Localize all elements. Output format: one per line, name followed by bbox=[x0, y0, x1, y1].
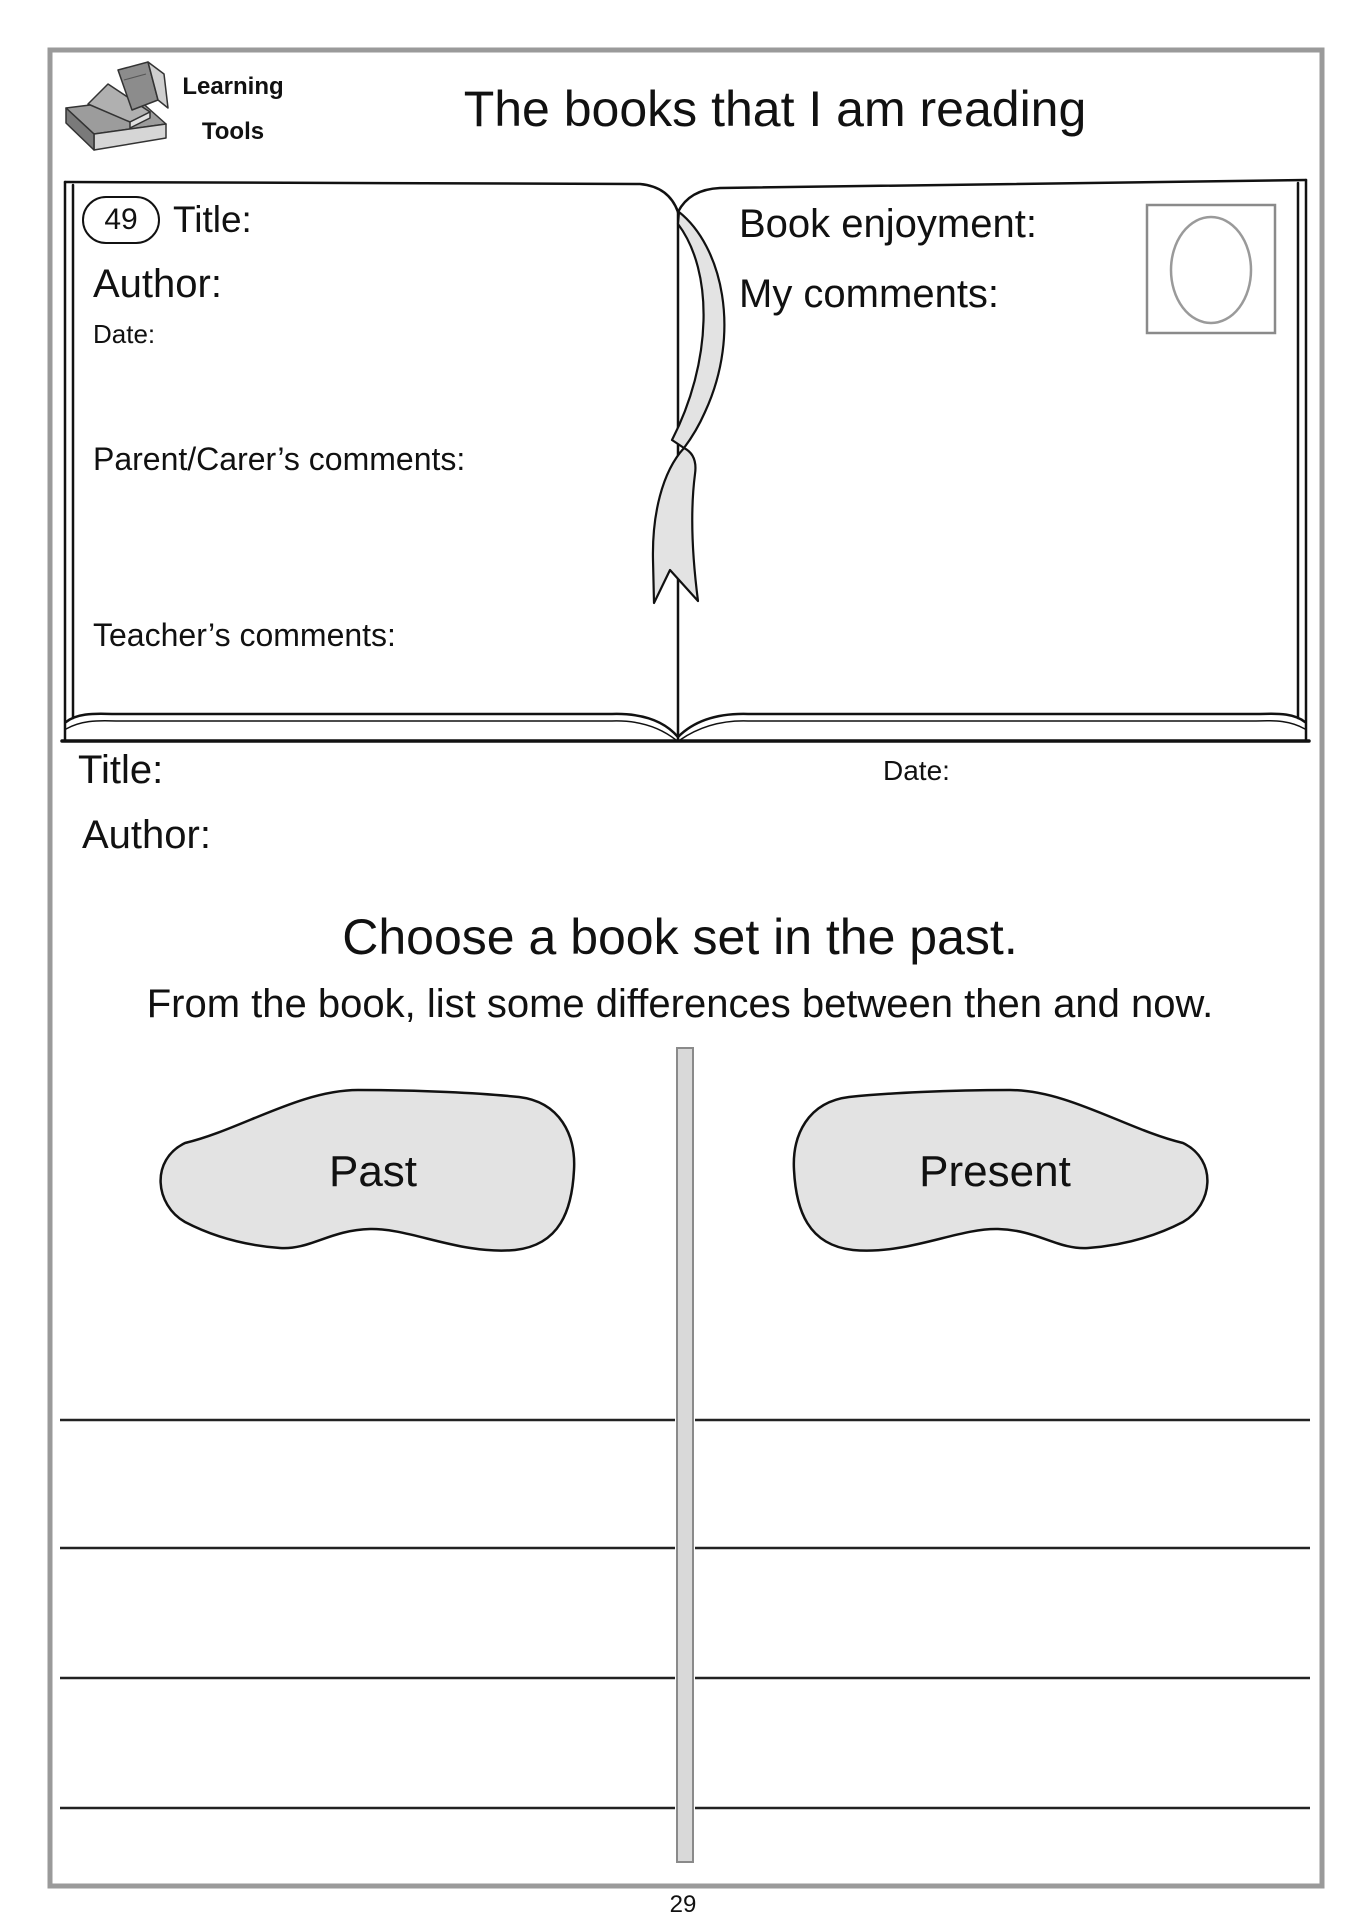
logo-text-learning: Learning bbox=[182, 73, 284, 100]
book-date-label: Date: bbox=[93, 319, 156, 349]
enjoyment-rating-box bbox=[1147, 205, 1275, 333]
present-column-label: Present bbox=[919, 1147, 1071, 1196]
task-heading: Choose a book set in the past. bbox=[342, 909, 1018, 965]
rating-oval-icon bbox=[1171, 217, 1251, 323]
info-title-label: Title: bbox=[78, 748, 164, 792]
info-author-label: Author: bbox=[82, 813, 211, 857]
page-title: The books that I am reading bbox=[463, 81, 1087, 137]
entry-number-badge: 49 bbox=[82, 196, 160, 244]
past-column-label: Past bbox=[328, 1147, 418, 1196]
my-comments-label: My comments: bbox=[739, 272, 1000, 316]
books-logo-icon bbox=[66, 62, 168, 150]
book-title-label: Title: bbox=[173, 199, 252, 240]
column-divider bbox=[677, 1048, 693, 1862]
teacher-comments-label: Teacher’s comments: bbox=[93, 617, 396, 653]
task-instruction: From the book, list some differences between then and now. bbox=[146, 982, 1214, 1026]
info-date-label: Date: bbox=[883, 755, 950, 786]
book-author-label: Author: bbox=[93, 262, 222, 306]
page-number: 29 bbox=[669, 1891, 697, 1918]
logo-text-tools: Tools bbox=[201, 118, 265, 145]
parent-carer-comments-label: Parent/Carer’s comments: bbox=[93, 441, 466, 477]
book-enjoyment-label: Book enjoyment: bbox=[739, 202, 1037, 246]
bookmark-ribbon bbox=[653, 212, 724, 603]
